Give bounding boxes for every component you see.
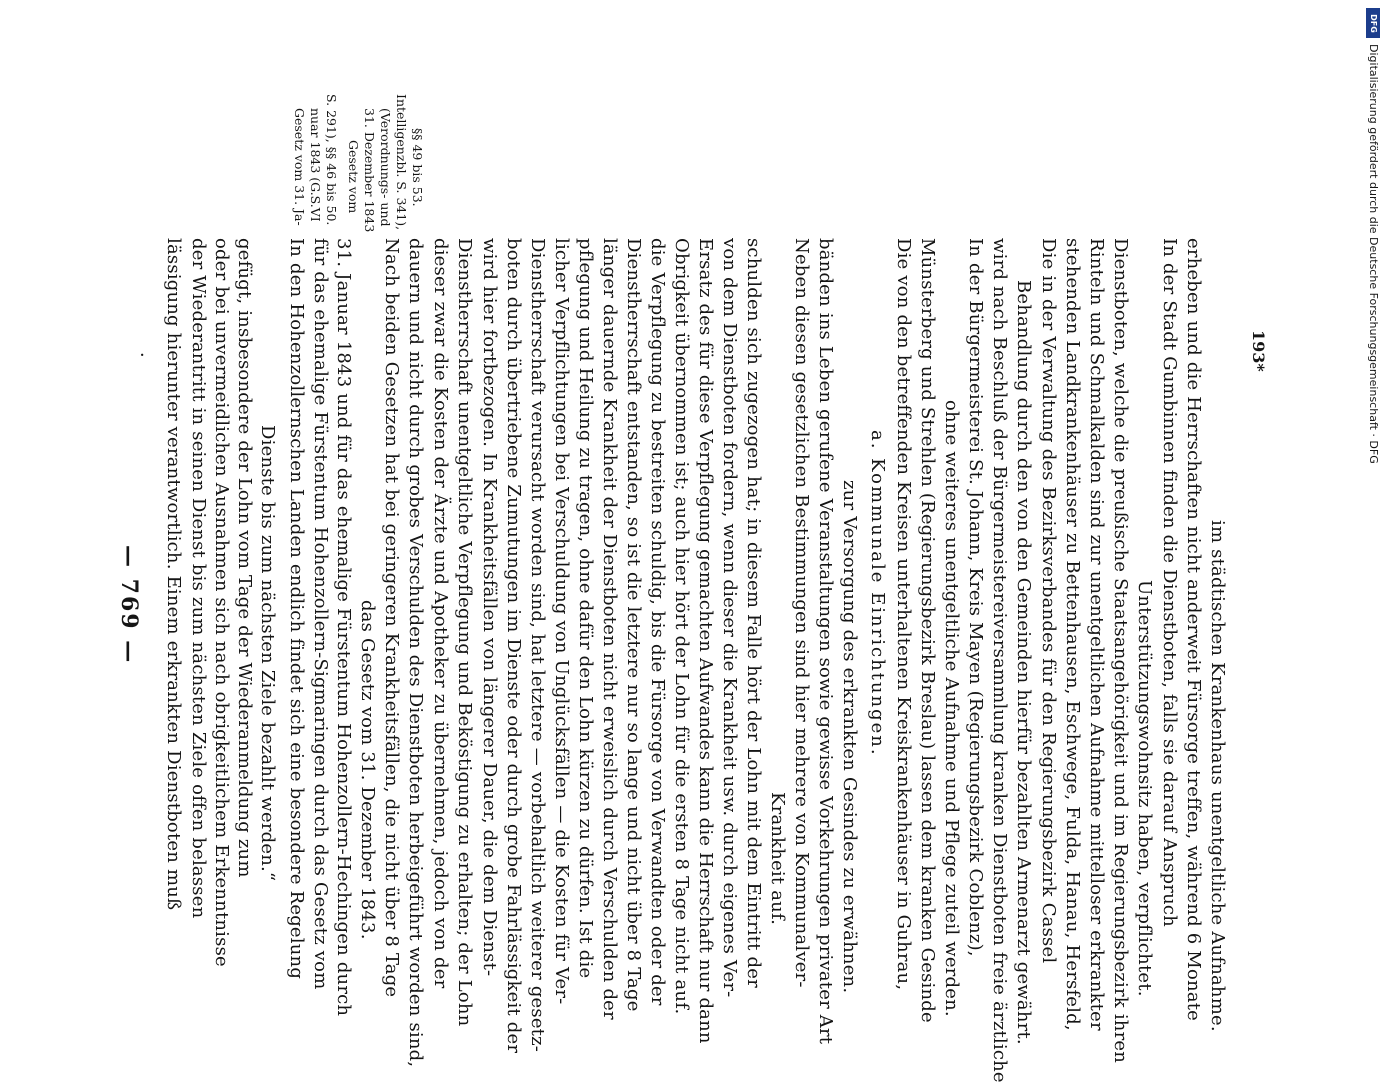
body-line: Dienstboten, welche die preußische Staatsangehörigkeit und im Regierungsbezirk ihren bbox=[1110, 238, 1131, 1064]
body-line: Rinteln und Schmalkalden sind zur unentgeltlichen Aufnahme mittelloser erkrankter bbox=[1086, 238, 1107, 1031]
body-line: für das ehemalige Fürstentum Hohenzollern-Sigmaringen durch das Gesetz vom bbox=[310, 238, 331, 990]
body-line: In der Stadt Gumbinnen finden die Dienstboten, falls sie darauf Anspruch bbox=[1159, 238, 1180, 927]
body-line: Unterstützungswohnsitz haben, verpflichtet. bbox=[1134, 580, 1155, 997]
body-line: im städtischen Krankenhaus unentgeltliche Aufnahme. bbox=[1207, 520, 1228, 1032]
body-line: stehenden Landkrankenhäuser zu Bettenhausen, Eschwege, Fulda, Hanau, Hersfeld, bbox=[1062, 238, 1083, 1031]
body-line: das Gesetz vom 31. Dezember 1843. bbox=[357, 600, 378, 940]
body-line: zur Versorgung des erkrankten Gesindes zu erwähnen. bbox=[839, 480, 860, 994]
body-line: Die in der Verwaltung des Bezirksverbandes für den Regierungsbezirk Cassel bbox=[1038, 238, 1059, 964]
body-line: länger dauernde Krankheit der Dienstboten nicht erweislich durch Verschulden der bbox=[599, 238, 620, 1020]
body-line: Die von den betreffenden Kreisen unterhaltenen Kreiskrankenhäuser in Guhrau, bbox=[893, 238, 914, 991]
section-heading: a. Kommunale Einrichtungen. bbox=[867, 430, 888, 757]
sidenote-line: (Verordnungs- und bbox=[378, 108, 393, 227]
sidenote-line: 31. Dezember 1843 bbox=[362, 108, 377, 233]
digitization-note: Digitalisierung gefördert durch die Deutsche Forschungsgemeinschaft · DFG bbox=[1367, 44, 1380, 464]
body-line: Behandlung durch den von den Gemeinden hierfür bezahlten Armenarzt gewährt. bbox=[1013, 280, 1034, 1045]
body-line: Ersatz des für diese Verpflegung gemachten Aufwandes kann die Herrschaft nur dann bbox=[695, 238, 716, 1044]
body-line: oder bei unvermeidlichen Ausnahmen sich nach obrigkeitlichem Erkenntnisse bbox=[211, 238, 232, 967]
sidenote-line: §§ 49 bis 53. bbox=[410, 128, 425, 207]
body-line: Obrigkeit übernommen ist; auch hier hört der Lohn für die ersten 8 Tage nicht auf. bbox=[671, 238, 692, 1015]
body-line: In der Bürgermeisterei St. Johann, Kreis Mayen (Regierungsbezirk Coblenz), bbox=[965, 238, 986, 957]
body-line: In den Hohenzollernschen Landen endlich findet sich eine besondere Regelung bbox=[286, 238, 307, 980]
sidenote-line: Intelligenzbl. S. 341), bbox=[394, 94, 409, 231]
body-line: wird hier fortbezogen. In Krankheitsfällen von längerer Dauer, die dem Dienst- bbox=[479, 238, 500, 977]
body-line: 31. Januar 1843 und für das ehemalige Fürstentum Hohenzollern-Hechingen durch bbox=[333, 238, 354, 1017]
sidenote-line: Gesetz vom 31. Ja- bbox=[292, 108, 307, 226]
body-line: Neben diesen gesetzlichen Bestimmungen sind hier mehrere von Kommunalver- bbox=[791, 238, 812, 988]
dfg-logo: DFG bbox=[1366, 8, 1380, 38]
page-number-header: — 769 — bbox=[116, 545, 142, 665]
body-line: lässigung hierunter verantwortlich. Einem erkrankten Dienstboten muß bbox=[163, 238, 184, 911]
body-line: Dienstherrschaft unentgeltliche Verpflegung und Beköstigung zu erhalten; der Lohn bbox=[454, 238, 475, 1027]
sidenote-line: Gesetz vom bbox=[346, 140, 361, 214]
sidenote-line: S. 291), §§ 46 bis 50. bbox=[324, 94, 339, 226]
body-line: gefügt, insbesondere der Lohn vom Tage der Wiederanmeldung zum bbox=[234, 238, 255, 878]
body-line: boten durch übertriebene Zumutungen im Dienste oder durch grobe Fahrlässigkeit der bbox=[503, 238, 524, 1054]
body-line: schulden sich zugezogen hat; in diesem Falle hört der Lohn mit dem Eintritt der bbox=[743, 238, 764, 988]
header-dot: · bbox=[131, 352, 152, 358]
body-line: Dienste bis zum nächsten Ziele bezahlt werden.“ bbox=[257, 425, 278, 882]
body-line: Krankheit auf. bbox=[767, 792, 788, 926]
body-line: Dienstherrschaft verursacht worden sind, hat letztere — vorbehaltlich weiterer gesetz- bbox=[527, 238, 548, 1053]
body-line: pflegung und Heilung zu tragen, ohne dafür den Lohn kürzen zu dürfen. Ist die bbox=[575, 238, 596, 979]
body-line: ohne weiteres unentgeltliche Aufnahme und Pflege zuteil werden. bbox=[941, 400, 962, 1017]
sidenote-line: nuar 1843 (G.S.VI bbox=[308, 108, 323, 222]
body-line: Dienstherrschaft entstanden, so ist die letztere nur so lange und nicht über 8 Tage bbox=[623, 238, 644, 1012]
body-line: der Wiederantritt in seinen Dienst bis zum nächsten Ziele offen belassen bbox=[188, 238, 209, 919]
body-line: Nach beiden Gesetzen hat bei geringeren Krankheitsfällen, die nicht über 8 Tage bbox=[381, 238, 402, 998]
body-line: erheben und die Herrschaften nicht anderweit Fürsorge treffen, während 6 Monate bbox=[1183, 238, 1204, 1022]
body-line: bänden ins Leben gerufene Veranstaltungen sowie gewisse Vorkehrungen privater Art bbox=[815, 238, 836, 1045]
body-line: licher Verpflichtungen bei Verschuldung von Unglücksfällen — die Kosten für Ver- bbox=[551, 238, 572, 1005]
footer-mark: 193* bbox=[1249, 330, 1268, 372]
body-line: die Verpflegung zu bestreiten schuldig, bis die Fürsorge von Verwandten oder der bbox=[647, 238, 668, 1006]
body-line: Münsterberg und Strehlen (Regierungsbezirk Breslau) lassen dem kranken Gesinde bbox=[917, 238, 938, 1023]
body-line: wird nach Beschluß der Bürgermeistereiversammlung kranken Dienstboten freie ärztliche bbox=[989, 238, 1010, 1083]
body-line: dauern und nicht durch grobes Verschulden des Dienstboten herbeigeführt worden sind, bbox=[405, 238, 426, 1068]
body-line: dieser zwar die Kosten der Ärzte und Apotheker zu übernehmen, jedoch von der bbox=[430, 238, 451, 989]
body-line: von dem Dienstboten fordern, wenn dieser die Krankheit usw. durch eigenes Ver- bbox=[719, 238, 740, 998]
